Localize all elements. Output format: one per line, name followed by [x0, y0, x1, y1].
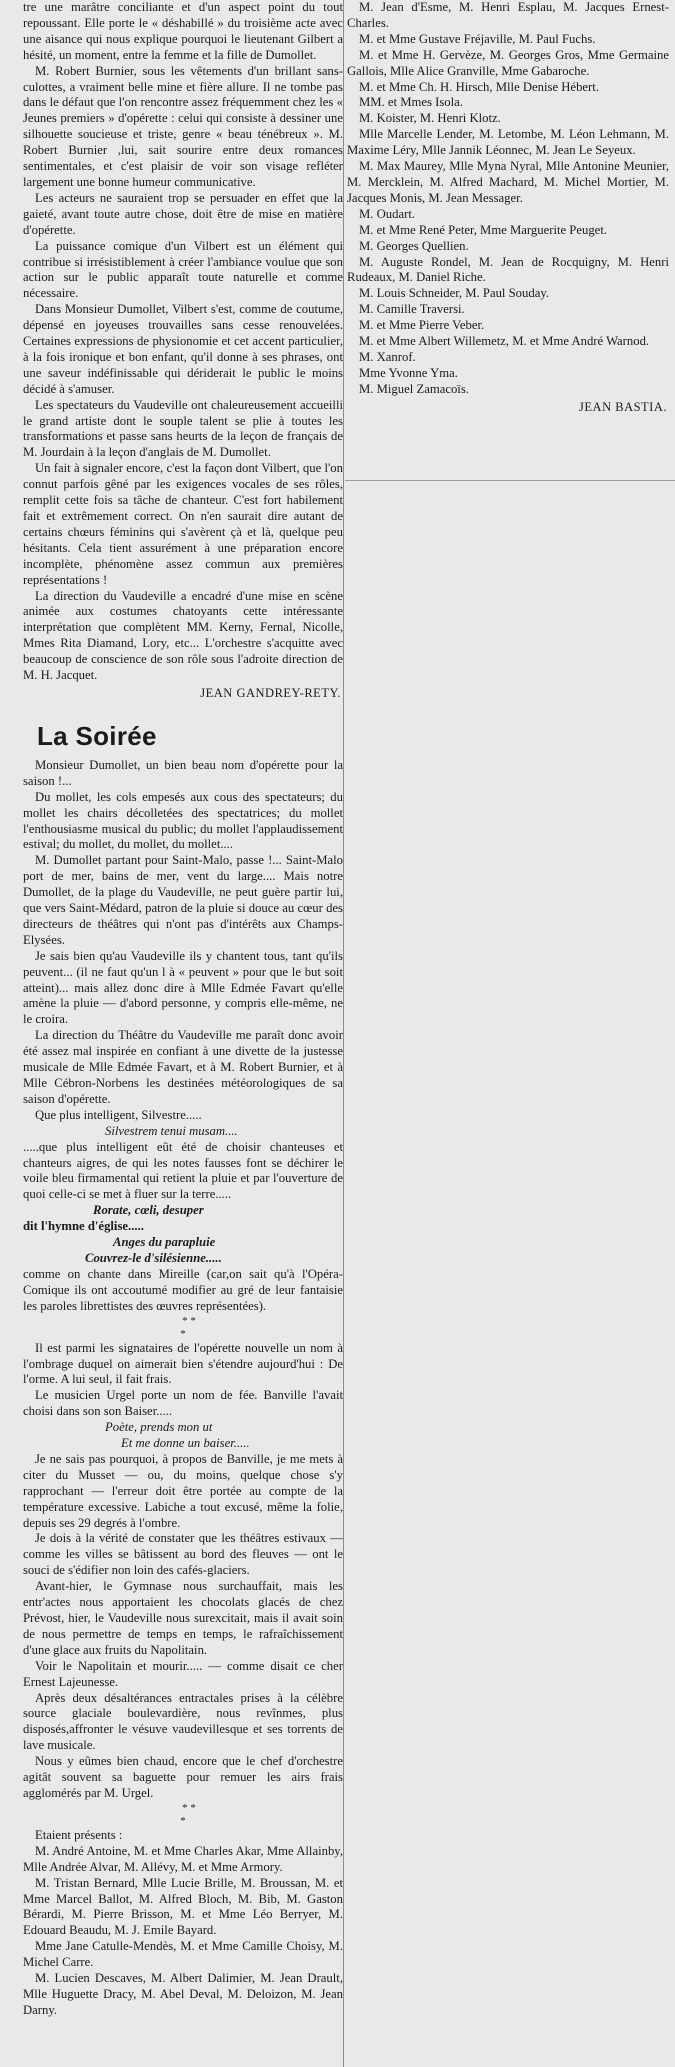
soiree-paragraph: Voir le Napolitain et mourir..... — comme disait ce cher Ernest Lajeunesse.: [23, 1658, 343, 1689]
soiree-intro: Monsieur Dumollet, un bien beau nom d'opérette pour la saison !...: [23, 757, 343, 788]
soiree-paragraph: Je dois à la vérité de constater que les théâtres estivaux — comme les villes se bâtissent au bord des fleuves — ont le souci de s'édifier non loin des cafés-glaciers.: [23, 1531, 343, 1578]
attendee-list-item: Mme Yvonne Yma.: [359, 365, 458, 380]
review-paragraph: Les acteurs ne sauraient trop se persuader en effet que la gaieté, avant toute autre chose, doit être de mise en matière d'opérette.: [23, 190, 343, 237]
verse-line: Rorate, cœli, desuper: [93, 1203, 204, 1218]
section-separator: * * *: [180, 1801, 196, 1827]
verse-line: Poète, prends mon ut: [105, 1420, 213, 1435]
attendee-list-item: M. Koister, M. Henri Klotz.: [359, 111, 501, 126]
verse-line: Et me donne un baiser.....: [121, 1436, 250, 1451]
attendee-list-item: M. Lucien Descaves, M. Albert Dalimier, M. Jean Drault, Mlle Huguette Dracy, M. Abel Deval, M. Deloizon, M. Jean Darny.: [23, 1971, 343, 2017]
attendee-list-item: M. Louis Schneider, M. Paul Souday.: [359, 286, 550, 301]
review-paragraph: La puissance comique d'un Vilbert est un élément qui contribue si irrésistiblement à créer l'ambiance voulue que son action sur le public apparaît toute naturelle et comme nécessaire.: [23, 238, 343, 301]
attendee-list-item: Mlle Marcelle Lender, M. Letombe, M. Léon Lehmann, M. Maxime Léry, Mlle Jannik Léonnec, M. Jean Le Seyeux.: [347, 127, 669, 158]
review-paragraph: Dans Monsieur Dumollet, Vilbert s'est, comme de coutume, dépensé en joyeuses trouvailles sans cesse renouvelées. Certaines expressions de physionomie et cet accent particulier, à la fois ironique et bon enfant, qu'il donne à ses phrases, ont une saveur indéfinissable qui dériderait le public le moins décidé à s'amuser.: [23, 302, 343, 396]
review-article: [23, 0, 343, 702]
section-separator: * * *: [180, 1314, 196, 1340]
soiree-paragraph: Du mollet, les cols empesés aux cous des spectateurs; du mollet les chairs décolletées des spectatrices; du mollet l'enthousiasme musical du public; du mollet l'applaudissement estival; du mollet, du mollet, du mollet....: [23, 789, 343, 852]
attendee-list-item: M. Xanrof.: [359, 349, 416, 364]
review-signature: JEAN GANDREY-RETY.: [200, 685, 341, 700]
soiree-paragraph: Après deux désaltérances entractales prises à la célèbre source glaciale boulevardière, nous revînmes, plus disposés,affronter le vésuve vaudevillesque et ses torrents de lave musicale.: [23, 1690, 343, 1753]
column-divider: [343, 0, 344, 2067]
soiree-paragraph: Avant-hier, le Gymnase nous surchauffait, mais les entr'actes nous apportaient les chocolats glacés de chez Prévost, hier, le Vaudeville nous surexcitait, mais il avait soin de nous permettre de temps en temps, le rafraîchissement d'une glace aux fruits du Napolitain.: [23, 1579, 343, 1657]
article-end-rule: [345, 480, 675, 481]
attendee-list-item: M. Camille Traversi.: [359, 302, 465, 317]
soiree-paragraph: Le musicien Urgel porte un nom de fée. Banville l'avait choisi dans son son Baiser.....: [23, 1388, 343, 1419]
soiree-paragraph: Que plus intelligent, Silvestre.....: [35, 1107, 202, 1122]
attendee-list-item: M. Max Maurey, Mlle Myna Nyral, Mlle Antonine Meunier, M. Mercklein, M. Alfred Machard, M. Michel Mortier, M. Jacques Monis, M. Jean Messager.: [347, 159, 669, 205]
soiree-paragraph: La direction du Théâtre du Vaudeville me paraît donc avoir été assez mal inspirée en confiant à une divette de la justesse musicale de Mlle Edmée Favart, et à M. Robert Burnier, et à Mlle Cébron-Norbens les destinées météorologiques de sa saison d'opérette.: [23, 1028, 343, 1106]
attendee-list-item: M. et Mme Pierre Veber.: [359, 318, 485, 333]
review-paragraph: Les spectateurs du Vaudeville ont chaleureusement accueilli le grand artiste dont le souple talent se plie à toutes les transformations et passe sans heurts de la leçon de français de M. Jourdain à la leçon d'anglais de M. Dumollet.: [23, 397, 343, 460]
verse-line: Couvrez-le d'silésienne.....: [85, 1250, 222, 1265]
attendees-intro: Etaient présents :: [35, 1827, 123, 1842]
review-paragraph: Un fait à signaler encore, c'est la façon dont Vilbert, que l'on connut parfois gêné par les exigences vocales de ses rôles, remplit cette fois sa tâche de chanteur. C'est fort habilement fait et extrêmement correct. On n'en saurait dire autant de certains chœurs féminins qui s'avèrent çà et là, quelque peu hésitants. Cela tient assurément à une préparation encore incomplète, phénomène assez commun aux premières représentations !: [23, 461, 343, 587]
attendee-list-item: M. et Mme Ch. H. Hirsch, Mlle Denise Hébert.: [359, 79, 599, 94]
soiree-paragraph: Je sais bien qu'au Vaudeville ils y chantent tous, tant qu'ils peuvent... (il ne faut qu'un l à « peuvent » pour que le but soit atteint)... mais allez donc dire à Mlle Edmée Favart qu'elle amène la pluie — d'abord personne, y compris elle-même, ne le croira.: [23, 948, 343, 1027]
soiree-signature: JEAN BASTIA.: [579, 399, 667, 414]
soiree-paragraph: Je ne sais pas pourquoi, à propos de Banville, je me mets à citer du Musset — ou, du moins, quelque chose s'y rapprochant — l'erreur doit être portée au compte de la température excessive. Labiche a tout excusé, même la folie, depuis ses 29 degrés à l'ombre.: [23, 1451, 343, 1530]
attendee-list-item: M. et Mme René Peter, Mme Marguerite Peuget.: [359, 222, 608, 237]
review-paragraph: La direction du Vaudeville a encadré d'une mise en scène animée aux costumes chatoyants cette intéressante interprétation que complètent MM. Kerny, Fernal, Nicolle, Mmes Rita Diamand, Lory, etc... L'orchestre s'acquitte avec beaucoup de conscience de son rôle sous l'adroite direction de M. H. Jacquet.: [23, 588, 343, 683]
attendee-list-item: M. André Antoine, M. et Mme Charles Akar, Mme Allainby, Mlle Andrée Alvar, M. Allévy, M. et Mme Armory.: [23, 1843, 343, 1874]
soiree-paragraph: comme on chante dans Mireille (car,on sait qu'à l'Opéra-Comique ils ont accoutumé modifier au gré de leur fantaisie les paroles librettistes des œuvres représentées).: [23, 1266, 343, 1313]
attendee-list-item: M. Jean d'Esme, M. Henri Esplau, M. Jacques Ernest-Charles.: [347, 0, 669, 30]
attendee-list-item: MM. et Mmes Isola.: [359, 95, 463, 110]
attendee-list-item: M. et Mme Gustave Fréjaville, M. Paul Fuchs.: [359, 31, 596, 46]
soiree-paragraph: Nous y eûmes bien chaud, encore que le chef d'orchestre agitât souvent sa baguette pour remuer les airs frais agglomérés par M. Urgel.: [23, 1754, 343, 1800]
attendee-list-item: M. Georges Quellien.: [359, 238, 469, 253]
attendee-list-item: M. Miguel Zamacoïs.: [359, 381, 469, 396]
soiree-paragraph: Il est parmi les signataires de l'opérette nouvelle un nom à l'ombrage duquel on aimerait bien s'étendre aujourd'hui : De l'orme. A lui seul, il fait frais.: [23, 1340, 343, 1387]
soiree-paragraph: M. Dumollet partant pour Saint-Malo, passe !... Saint-Malo port de mer, bains de mer, vent du large.... Mais notre Dumollet, de la plage du Vaudeville, ne peut guère partir lui, que vers Saint-Médard, patron de la pluie si douce au cœur des directeurs de théâtres qui n'ont pas d'intérêts aux Champs-Elysées.: [23, 853, 343, 947]
attendee-list-item: Mme Jane Catulle-Mendès, M. et Mme Camille Choisy, M. Michel Carre.: [23, 1939, 343, 1970]
attendee-list-item: M. et Mme Albert Willemetz, M. et Mme André Warnod.: [359, 334, 650, 349]
attendee-list-item: M. et Mme H. Gervèze, M. Georges Gros, Mme Germaine Gallois, Mlle Alice Granville, Mme Gabaroche.: [347, 47, 669, 78]
right-column: [347, 0, 669, 480]
review-paragraph: M. Robert Burnier, sous les vêtements d'un brillant sans-culottes, a vraiment belle mine et fière allure. Il ne tombe pas dans le défaut que l'on rencontre assez fréquemment chez les « Jeunes premiers » d'opérette : celui qui consiste à dessiner une silhouette soucieuse et triste, genre « beau ténébreux ». M. Robert Burnier ,lui, sait sourire entre deux romances sentimentales, et c'est plaisir de voir son visage refléter largement une bonne humeur communicative.: [23, 63, 343, 189]
attendee-list-item: M. Oudart.: [359, 206, 416, 221]
attendee-list-item: M. Tristan Bernard, Mlle Lucie Brille, M. Broussan, M. et Mme Marcel Ballot, M. Alfred Bloch, M. Bib, M. Gaston Bérardi, M. Pierre Brisson, M. et Mme Léo Berryer, M. Edouard Beaudu, M. J. Emile Bayard.: [23, 1875, 343, 1938]
verse-line: Silvestrem tenui musam....: [105, 1123, 238, 1138]
soiree-line: dit l'hymne d'église.....: [23, 1219, 144, 1234]
soiree-paragraph: .....que plus intelligent eût été de choisir chanteuses et chanteurs aigres, de qui les notes fausses font se déchirer le voile bleu firmamental qui retient la pluie et par l'ouverture de quoi celle-ci se met à fluer sur la terre.....: [23, 1139, 343, 1202]
review-paragraph: tre une marâtre conciliante et d'un aspect point du tout repoussant. Elle porte le « déshabillé » du troisième acte avec une aisance qui nous explique pourquoi le lieutenant Gilbert a hésité, un moment, entre la femme et la fille de Dumollet.: [23, 0, 343, 62]
verse-line: Anges du parapluie: [113, 1235, 216, 1250]
section-heading: La Soirée: [37, 720, 157, 751]
left-column: [23, 0, 343, 2067]
attendee-list-item: M. Auguste Rondel, M. Jean de Rocquigny, M. Henri Rudeaux, M. Daniel Riche.: [347, 254, 669, 285]
soiree-article: [23, 720, 343, 2019]
